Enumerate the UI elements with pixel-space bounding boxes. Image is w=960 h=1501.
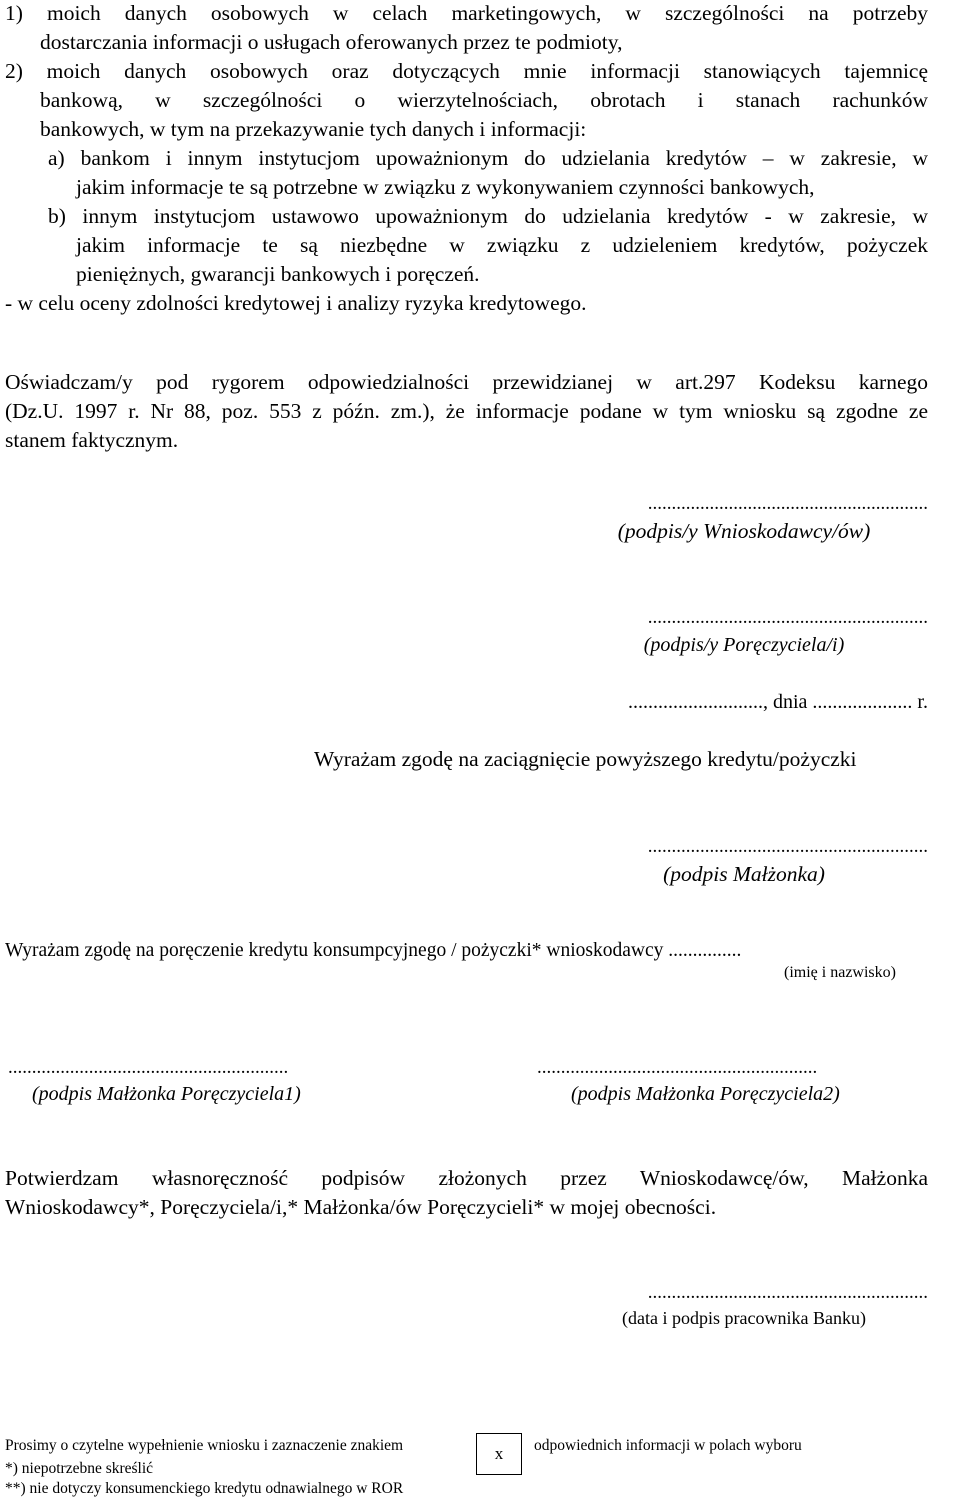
list-item-2-line2: bankową, w szczególności o wierzytelnościach, obrotach i stanach rachunków [40,88,928,112]
applicant-signature-label: (podpis/y Wnioskodawcy/ów) [617,519,871,543]
guarantee-consent-text: Wyrażam zgodę na poręczenie kredytu konsumpcyjnego / pożyczki* wnioskodawcy ............... [5,940,742,961]
footer-instruction-right: odpowiednich informacji w polach wyboru [534,1437,802,1454]
confirmation-line2: Wnioskodawcy*, Poręczyciela/i,* Małżonka/ów Poręczycieli* w mojej obecności. [5,1195,717,1219]
list-item-2-line3: bankowych, w tym na przekazywanie tych danych i informacji: [40,117,587,141]
spouse-signature-label: (podpis Małżonka) [663,862,825,886]
list-item-2b-line1: b) innym instytucjom ustawowo upoważnionym do udzielania kredytów - w zakresie, w [48,204,928,228]
name-hint: (imię i nazwisko) [784,964,896,981]
list-item-2-line1: 2) moich danych osobowych oraz dotyczących mnie informacji stanowiących tajemnicę [5,59,928,83]
spouse-consent-text: Wyrażam zgodę na zaciągnięcie powyższego kredytu/pożyczki [314,747,857,771]
list-item-2a-line1: a) bankom i innym instytucjom upoważnionym do udzielania kredytów – w zakresie, w [48,146,928,170]
guarantor2-spouse-signature-label: (podpis Małżonka Poręczyciela2) [571,1083,840,1105]
place-date-field[interactable]: ..........................., dnia .................... r. [628,691,928,713]
footnote-cross-out: *) niepotrzebne skreślić [5,1460,154,1477]
declaration-line2: (Dz.U. 1997 r. Nr 88, poz. 553 z późn. zm.), że informacje podane w tym wniosku są zgodne ze [5,399,928,423]
spouse-signature-field[interactable]: ........................................................... [647,836,928,857]
guarantor1-spouse-signature-field[interactable]: ........................................................... [8,1057,289,1078]
purpose-text: - w celu oceny zdolności kredytowej i analizy ryzyka kredytowego. [5,291,587,315]
bank-employee-signature-label: (data i podpis pracownika Banku) [622,1308,866,1328]
guarantor-signature-label: (podpis/y Poręczyciela/i) [643,634,845,656]
bank-employee-signature-field[interactable]: ........................................................... [647,1282,928,1303]
footnote-ror: **) nie dotyczy konsumenckiego kredytu odnawialnego w ROR [5,1480,404,1497]
guarantor1-spouse-signature-label: (podpis Małżonka Poręczyciela1) [32,1083,301,1105]
confirmation-line1: Potwierdzam własnoręczność podpisów złożonych przez Wnioskodawcę/ów, Małżonka [5,1166,928,1190]
applicant-signature-field[interactable]: ........................................................... [647,493,928,514]
footer-instruction-left: Prosimy o czytelne wypełnienie wniosku i zaznaczenie znakiem [5,1437,404,1454]
list-item-2b-line3: pieniężnych, gwarancji bankowych i poręczeń. [76,262,480,286]
list-item-2b-line2: jakim informacje te są niezbędne w związku z udzieleniem kredytów, pożyczek [76,233,928,257]
list-item-1-line2: dostarczania informacji o usługach oferowanych przez te podmioty, [40,30,623,54]
guarantor2-spouse-signature-field[interactable]: ........................................................... [537,1057,818,1078]
declaration-line1: Oświadczam/y pod rygorem odpowiedzialności przewidzianej w art.297 Kodeksu karnego [5,370,928,394]
declaration-line3: stanem faktycznym. [5,428,179,452]
list-item-1-line1: 1) moich danych osobowych w celach marketingowych, w szczególności na potrzeby [5,1,928,25]
list-item-2a-line2: jakim informacje te są potrzebne w związku z wykonywaniem czynności bankowych, [76,175,815,199]
mark-example-box: x [476,1433,522,1475]
guarantor-signature-field[interactable]: ........................................................... [647,607,928,628]
